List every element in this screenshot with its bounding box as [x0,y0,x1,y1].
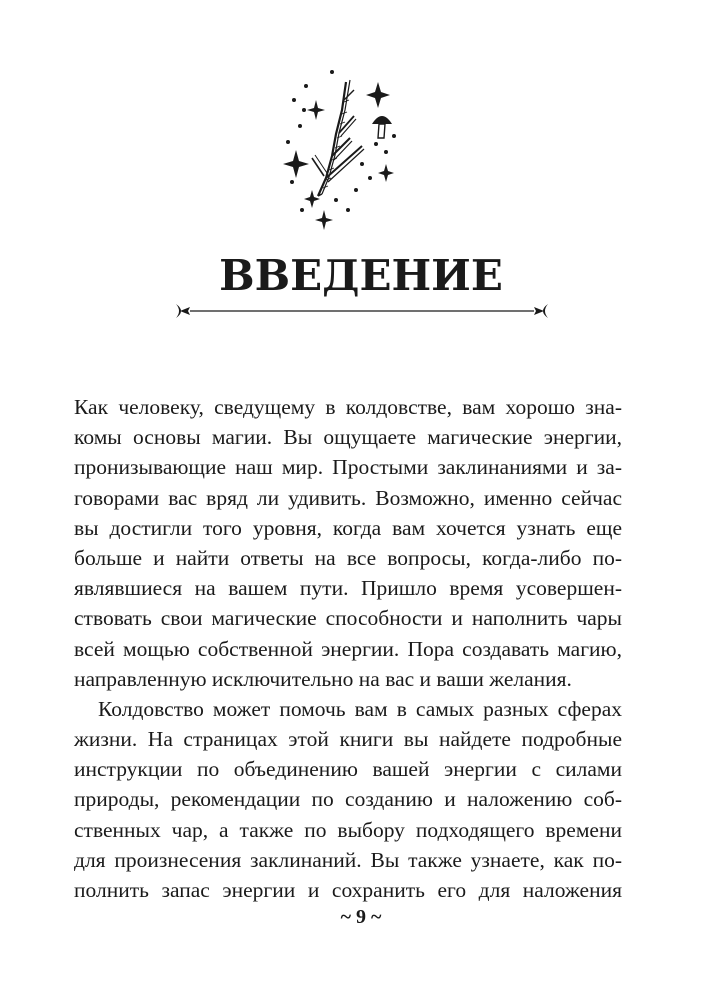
text-line: природы, рекомендации по созданию и наложению соб- [74,787,622,812]
ornamental-divider-icon [172,300,552,322]
text-line: для произнесения заклинаний. Вы также узнаете, как по- [74,847,622,872]
text-line: всей мощью собственной энергии. Пора создавать магию, [74,636,622,661]
text-line: пронизывающие наш мир. Простыми заклинаниями и за- [74,455,622,480]
text-line: направленную исключительно на вас и ваши желания. [74,666,572,691]
mushroom-icon [372,116,392,138]
branch-with-stars-and-mushroom-icon [266,60,416,240]
text-line: ственных чар, а также по выбору подходящего времени [74,817,622,842]
text-line: ствовать свои магические способности и наполнить чары [74,606,622,631]
text-line: являвшиеся на вашем пути. Пришло время усовершен- [74,576,622,601]
chapter-title: ВВЕДЕНИЕ [219,251,503,300]
text-line: Колдовство может помочь вам в самых разных сферах [98,696,622,721]
text-line: Как человеку, сведущему в колдовстве, вам хорошо зна- [74,395,622,419]
text-line: жизни. На страницах этой книги вы найдете подробные [74,727,622,752]
text-line: комы основы магии. Вы ощущаете магические энергии, [74,425,622,450]
page-number: ~ 9 ~ [340,906,382,928]
text-line: инструкции по объединению вашей энергии с силами [74,757,622,782]
text-line: говорами вас вряд ли удивить. Возможно, именно сейчас [74,485,622,510]
text-line: вы достигли того уровня, когда вам хочется узнать еще [74,515,622,540]
branch-icon [312,80,364,196]
text-line: больше и найти ответы на все вопросы, когда-либо по- [74,545,622,570]
text-line: полнить запас энергии и сохранить его для наложения [74,878,622,902]
body-text [74,392,622,905]
